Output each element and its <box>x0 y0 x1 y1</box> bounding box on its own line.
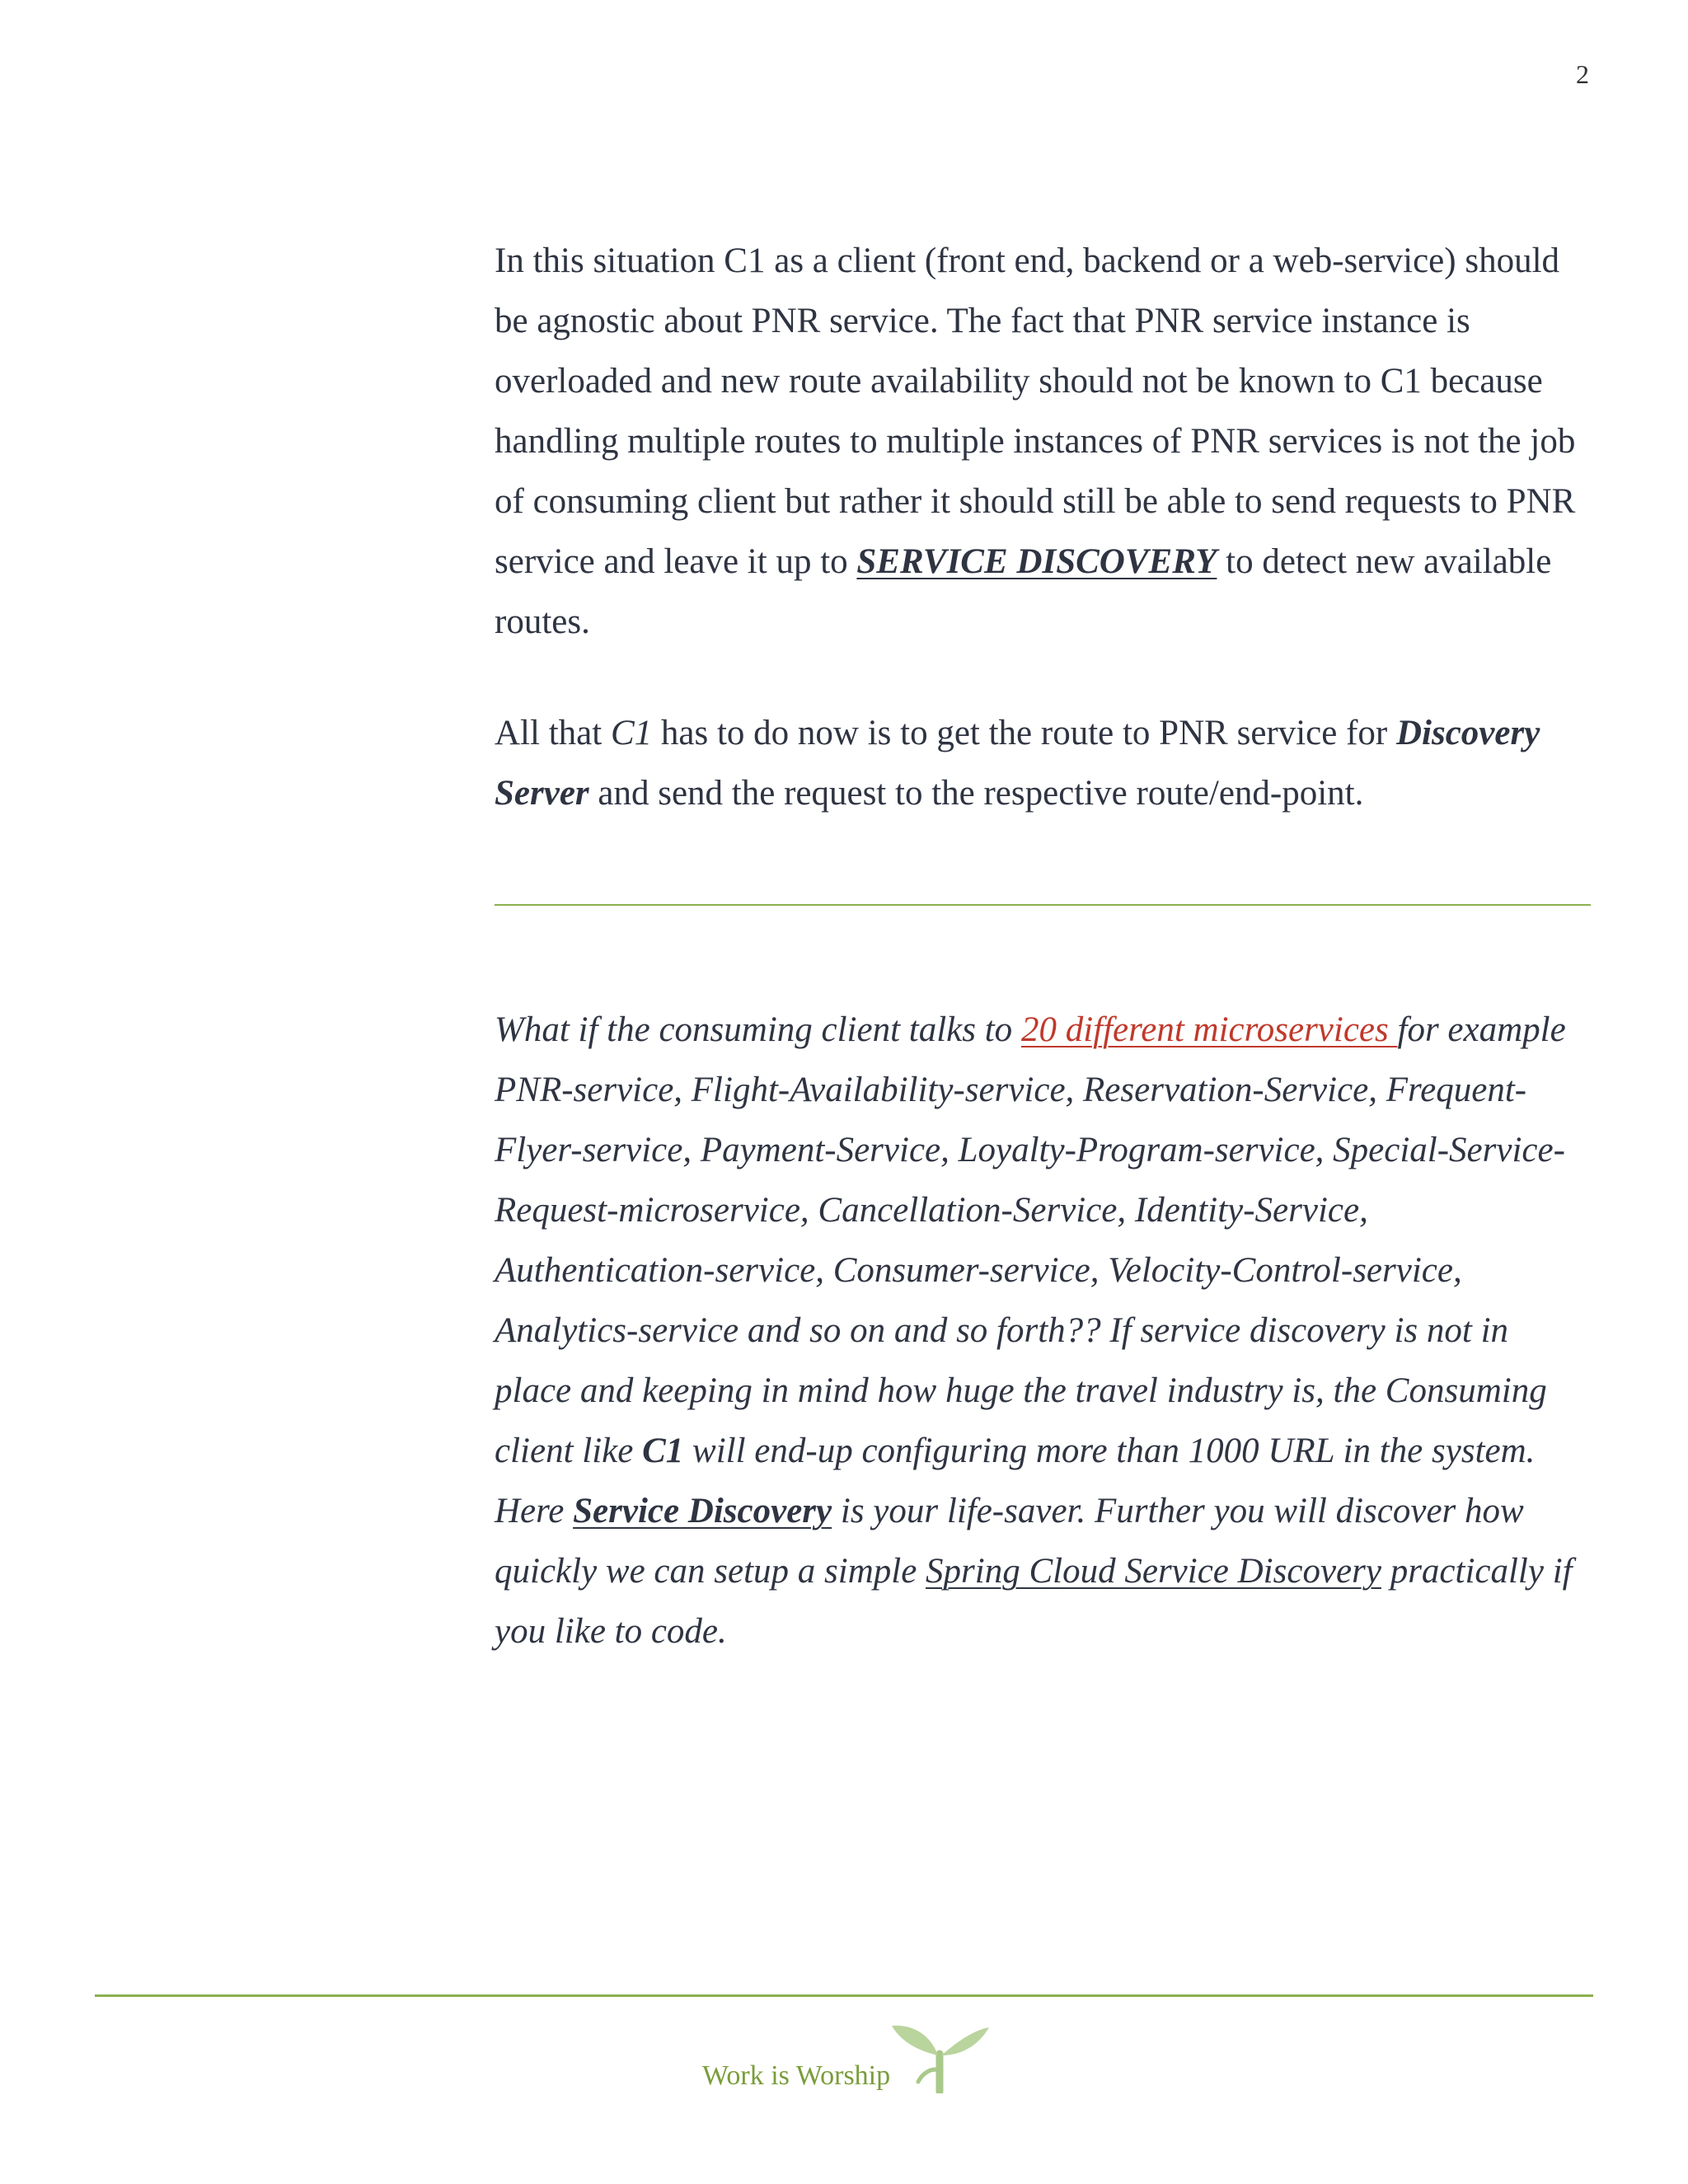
text-span: practically if you like to code. <box>495 1552 1573 1651</box>
service-discovery-emphasis: SERVICE DISCOVERY <box>856 542 1217 581</box>
service-discovery-link[interactable]: Service Discovery <box>573 1492 832 1530</box>
paragraph-intro <box>495 231 1591 652</box>
microservices-link[interactable]: 20 different microservices <box>1020 1010 1398 1049</box>
sprout-icon <box>889 2021 991 2093</box>
paragraph-microservices <box>495 1000 1591 1661</box>
intro-text: In this situation C1 as a client (front end, backend or a web-service) should be agnostic about PNR service. The fact that PNR service instance is overloaded and new route availability should not be known to C1 because handling multiple routes to multiple instances of PNR services is not the job of consuming client but rather it should still be able to send requests to PNR service and leave it up to <box>495 241 1576 581</box>
text-span: What if the consuming client talks to <box>495 1010 1021 1049</box>
text-span: for example PNR-service, Flight-Availability-service, Reservation-Service, Frequent-Flyer-service, Payment-Service, Loyalty-Program-service, Special-Service-Request-microservice, Cancellation-Service, Identity-Service, Authentication-service, Consumer-service, Velocity-Control-service, Analytics-service and so on and so forth?? If service discovery is not in place and keeping in mind how huge the travel industry is, the Consuming client like <box>495 1010 1566 1470</box>
text-span: will end-up configuring more than 1000 URL in the system. Here <box>495 1432 1536 1530</box>
text-span: and send the request to the respective route/end-point. <box>588 774 1364 813</box>
spring-cloud-link[interactable]: Spring Cloud Service Discovery <box>926 1552 1381 1591</box>
page-number: 2 <box>1576 59 1589 89</box>
intro-tail: to detect new available routes. <box>495 542 1552 641</box>
text-span: is your life-saver. Further you will discover how quickly we can setup a simple <box>495 1492 1524 1591</box>
text-span: All that <box>495 714 611 752</box>
paragraph-c1-route <box>495 703 1591 823</box>
footer-motto: Work is Worship <box>702 2060 891 2091</box>
c1-italic: C1 <box>610 714 653 752</box>
text-span: has to do now is to get the route to PNR service for <box>652 714 1396 752</box>
discovery-server-emphasis: Discovery Server <box>495 714 1540 813</box>
main-content <box>495 231 1591 1661</box>
footer-divider <box>95 1994 1593 1997</box>
c1-bold: C1 <box>642 1432 684 1470</box>
section-divider <box>495 904 1591 906</box>
